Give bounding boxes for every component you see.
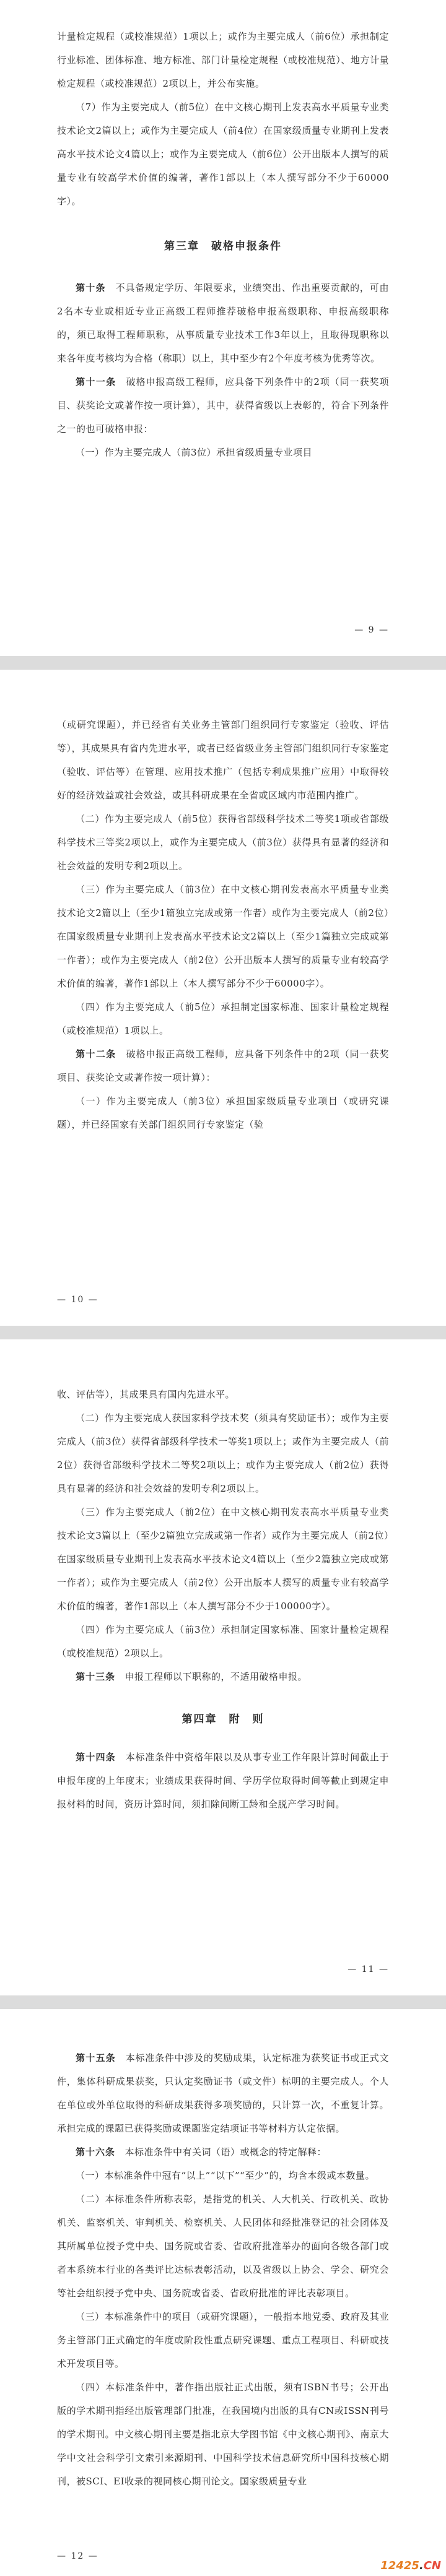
article-number: 第十三条	[76, 1671, 116, 1682]
article-text: 不具备规定学历、年限要求，业绩突出、作出重要贡献的，可由2名本专业或相近专业正高级工程师推荐破格申报高级职称、申报高级职称的，须已取得工程师职称，从事质量专业技术工作3年以上，且取得现职称以来各年度考核均为合格（称职）以上，其中至少有2个年度考核为优秀等次。	[57, 282, 389, 364]
page-number: — 10 —	[57, 1295, 98, 1305]
page-number: — 9 —	[354, 625, 389, 635]
site-watermark	[380, 2559, 441, 2572]
paragraph: （三）作为主要完成人（前3位）在中文核心期刊发表高水平质量专业类技术论文2篇以上（至少1篇独立完成或第一作者）或作为主要完成人（前2位）在国家级质量专业期刊上发表高水平技术论文2篇以上（至少1篇独立完成或第一作者）；或作为主要完成人（前2位）公开出版本人撰写的质量专业有较高学术价值的编著，著作1部以上（本人撰写部分不少于60000字）。	[57, 884, 389, 989]
article-text: 申报工程师以下职称的，不适用破格申报。	[125, 1671, 308, 1682]
article-paragraph	[57, 1665, 389, 1688]
watermark-number: 12425	[380, 2559, 419, 2572]
paragraph: （四）作为主要完成人（前3位）承担制定国家标准、国家计量检定规程（或校准规范）2项以上。	[57, 1624, 389, 1659]
article-number: 第十二条	[76, 1048, 116, 1060]
paragraph: （四）作为主要完成人（前5位）承担制定国家标准、国家计量检定规程（或校准规范）1项以上。	[57, 1001, 389, 1036]
page-12	[0, 2009, 446, 2576]
paragraph: （三）本标准条件中的项目（或研究课题），一般指本地党委、政府及其业务主管部门正式确定的年度或阶段性重点研究课题、重点工程项目、科研或技术开发项目等。	[57, 2311, 389, 2369]
page-9	[0, 0, 446, 656]
page-number: — 11 —	[348, 1964, 389, 1974]
chapter-heading: 第三章 破格申报条件	[164, 240, 282, 253]
article-text: 破格申报高级工程师，应具备下列条件中的2项（同一获奖项目、获奖论文或著作按一项计算），其中，获得省级以上表彰的，符合下列条件之一的也可破格申报：	[57, 376, 389, 434]
paragraph: （三）作为主要完成人（前2位）在中文核心期刊发表高水平质量专业类技术论文3篇以上（至少2篇独立完成或第一作者）或作为主要完成人（前2位）在国家级质量专业期刊上发表高水平技术论文4篇以上（至少2篇独立完成或第一作者）；或作为主要完成人（前2位）公开出版本人撰写的质量专业有较高学术价值的编著，著作1部以上（本人撰写部分不少于100000字）。	[57, 1506, 389, 1612]
article-number: 第十六条	[76, 2146, 116, 2158]
paragraph: （一）本标准条件中冠有“以上”“以下”“至少”的，均含本级或本数量。	[76, 2170, 375, 2181]
paragraph: （7）作为主要完成人（前5位）在中文核心期刊上发表高水平质量专业类技术论文2篇以上；或作为主要完成人（前4位）在国家级质量专业期刊上发表高水平技术论文4篇以上；或作为主要完成人（前6位）公开出版本人撰写的质量专业有较高学术价值的编著，著作1部以上（本人撰写部分不少于60000字）。	[57, 102, 389, 207]
article-number: 第十条	[76, 282, 106, 293]
article-text: 本标准条件中有关词（语）或概念的特定解释：	[125, 2146, 327, 2158]
article-paragraph	[57, 1042, 389, 1089]
article-paragraph	[57, 2140, 389, 2164]
article-text: 破格申报正高级工程师，应具备下列条件中的2项（同一获奖项目、获奖论文或著作按一项计算）：	[57, 1048, 389, 1083]
page-number: — 12 —	[57, 2551, 98, 2561]
article-paragraph	[57, 1745, 389, 1816]
article-paragraph	[57, 2046, 389, 2140]
paragraph: （或研究课题），并已经省有关业务主管部门组织同行专家鉴定（验收、评估等），其成果具有省内先进水平，或者已经省级业务主管部门组织同行专家鉴定（验收、评估等）在管理、应用技术推广（包括专利成果推广应用）中取得较好的经济效益或社会效益，或其科研成果在全省或区域内市范围内推广。	[57, 719, 389, 801]
paragraph: （二）作为主要完成人获国家科学技术奖（须具有奖励证书）；或作为主要完成人（前3位）获得省部级科学技术一等奖1项以上；或作为主要完成人（前2位）获得省部级科学技术二等奖2项以上；或作为主要完成人（前2位）获得具有显著的经济和社会效益的发明专利2项以上。	[57, 1412, 389, 1494]
article-text: 本标准条件中资格年限以及从事专业工作年限计算时间截止于申报年度的上年度末；业绩成果获得时间、学历学位取得时间等截止到规定申报材料的时间，资历计算时间，须扣除间断工龄和全脱产学习时间。	[57, 1752, 389, 1810]
article-paragraph	[57, 276, 389, 370]
article-paragraph	[57, 370, 389, 441]
paragraph: （二）本标准条件所称表彰，是指党的机关、人大机关、行政机关、政协机关、监察机关、审判机关、检察机关、人民团体和经批准登记的社会团体及其所属单位授予党中央、国务院或省委、省政府批准举办的面向各级各部门或者本系统本行业的各类评比达标表彰活动，以及省级以上协会、学会、研究会等社会组织授予党中央、国务院或省委、省政府批准的评比表彰项目。	[57, 2193, 389, 2299]
page-10	[0, 670, 446, 1326]
watermark-cn: CN	[423, 2559, 441, 2572]
paragraph: （一）作为主要完成人（前3位）承担省级质量专业项目	[76, 447, 313, 458]
watermark-dot: .	[419, 2559, 424, 2572]
paragraph: 收、评估等），其成果具有国内先进水平。	[57, 1389, 235, 1400]
page-11	[0, 1339, 446, 1995]
article-text: 本标准条件中涉及的奖励成果，认定标准为获奖证书或正式文件，集体科研成果获奖，只认定奖励证书（或文件）标明的主要完成人。个人在单位或外单位取得的科研成果获得多项奖励的，只计算一次，不重复计算。承担完成的课题已获得奖励或课题鉴定结项证书等材料方认定依据。	[57, 2052, 389, 2134]
paragraph: 计量检定规程（或校准规范）1项以上；或作为主要完成人（前6位）承担制定行业标准、团体标准、地方标准、部门计量检定规程（或校准规范）、地方计量检定规程（或校准规范）2项以上，并公布实施。	[57, 31, 389, 89]
paragraph: （二）作为主要完成人（前5位）获得省部级科学技术二等奖1项或省部级科学技术三等奖2项以上，或作为主要完成人（前3位）获得具有显著的经济和社会效益的发明专利2项以上。	[57, 813, 389, 871]
article-number: 第十一条	[76, 376, 116, 387]
article-number: 第十五条	[76, 2052, 116, 2064]
paragraph: （一）作为主要完成人（前3位）承担国家级质量专业项目（或研究课题），并已经国家有关部门组织同行专家鉴定（验	[57, 1096, 389, 1130]
chapter-heading: 第四章 附 则	[181, 1713, 265, 1726]
article-number: 第十四条	[76, 1752, 116, 1763]
paragraph: （四）本标准条件中，著作指出版社正式出版，须有ISBN书号；公开出版的学术期刊指经出版管理部门批准，在我国境内出版的具有CN或ISSN刊号的学术期刊。中文核心期刊主要是指北京大学图书馆《中文核心期刊》、南京大学中文社会科学引文索引来源期刊、中国科学技术信息研究所中国科技核心期刊，被SCI、EI收录的视同核心期刊论文。国家级质量专业	[57, 2382, 389, 2487]
